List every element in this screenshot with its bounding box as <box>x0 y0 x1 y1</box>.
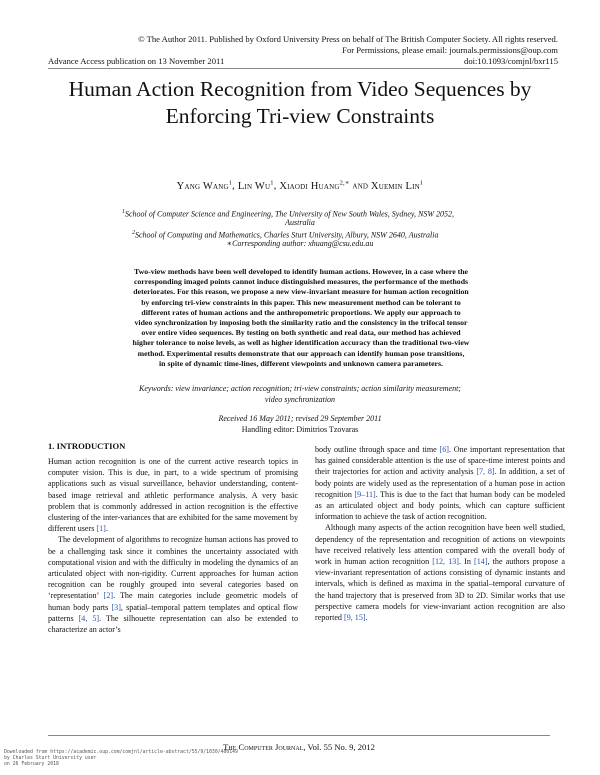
copyright-line: © The Author 2011. Published by Oxford University Press on behalf of The British Computer Society. All rights reserved. <box>138 34 558 44</box>
abstract-line: deteriorates. For this reason, we propose a new view-invariant measure for human action recognition <box>133 287 469 297</box>
abstract-line: corresponding imaged points cannot induce distinguished measures, the performance of the methods <box>133 277 469 287</box>
download-url[interactable]: Downloaded from https://academic.oup.com/comjnl/article-abstract/55/9/1030/400149 <box>4 750 238 755</box>
paragraph: Although many aspects of the action recognition have been well studied, dependency of the representation and recognition of actions on viewpoints have received relatively less attention compared with the overall body of work in human action recognition [12, 13]. In [14], the authors propose a view-invariant representation of actions consisting of dynamic instants and intervals, which is defined as maxima in the spatial–temporal curvature of the hand trajectory that is preserved from 3D to 2D. Similar works that use perspective camera models for view-invariant action recognition are also reported [9, 15]. <box>315 523 565 623</box>
abstract-line: higher tolerance to noise levels, as well as higher identification accuracy than the traditional two-view <box>132 338 470 348</box>
permissions-line: For Permissions, please email: journals.permissions@oup.com <box>342 45 558 55</box>
abstract-line: method. Experimental results demonstrate that our approach can identify human pose transitions, <box>137 348 465 358</box>
journal-issue: , Vol. 55 No. 9, 2012 <box>303 742 375 752</box>
author[interactable]: Lin Wu$^1$ <box>237 179 274 192</box>
keywords-line: video synchronization <box>264 394 336 404</box>
paragraph: body outline through space and time [6]. One important representation that has gained considerable attention is the use of space-time interest points and their trajectories for action and activity analysis [7, 8]. In addition, a set of body points are widely used as the representation of a human pose in action recognition [9–11]. This is due to the fact that human body can be modeled as an articulated object and body points, which can capture sufficient information to achieve the task of action recognition. <box>315 445 565 522</box>
author[interactable]: Xiaodi Huang$^{2,∗}$ <box>279 179 350 192</box>
citation-link[interactable]: [4, 5] <box>78 613 100 623</box>
abstract-line: Two-view methods have been well developed to identify human actions. However, in a case where the <box>133 267 469 276</box>
citation-link[interactable]: [6] <box>439 445 449 454</box>
download-user: by Charles Sturt University user <box>4 756 97 761</box>
abstract-line: by enforcing tri-view constraints in this paper. This new measurement method can be tolerant to <box>141 297 461 307</box>
abstract-line: different rates of human actions and the anthropometric proportions. We apply our approach to <box>141 307 461 317</box>
abstract <box>110 267 492 369</box>
download-note <box>4 750 238 768</box>
received-info <box>112 414 488 435</box>
keywords <box>112 384 488 405</box>
corresponding-author[interactable]: ∗Corresponding author: xhuang@csu.edu.au <box>226 239 374 248</box>
journal-name: The Computer Journal <box>223 742 304 752</box>
abstract-line: over entire video sequences. By testing on both synthetic and real data, our method has achieved <box>141 328 461 338</box>
affiliation-1-cont: Australia <box>285 218 315 227</box>
citation-link[interactable]: [2] <box>103 591 114 601</box>
keywords-line: Keywords: view invariance; action recognition; tri-view constraints; action similarity measurement; <box>139 384 461 393</box>
download-date: on 26 February 2018 <box>4 762 59 767</box>
right-column <box>315 444 565 623</box>
abstract-line: video synchronization by imposing both the similarity ratio and the consistency in the trifocal tensor <box>134 318 468 328</box>
paragraph: The development of algorithms to recognize human actions has proved to be a challenging task since it combines the uncertainty associated with computational vision and with the difficulty in modeling the dynamics of an articulated object with non-rigidity. Current approaches for human action recognition can be roughly grouped into several categories based on ‘representation’ [2]. The main categories include geometric models of human body parts [3], spatial–temporal pattern templates and optical flow patterns [4, 5]. The silhouette representation can also be extended to characterize an actor’s <box>48 535 298 635</box>
citation-link[interactable]: [7, 8] <box>476 467 495 477</box>
affiliation-2: $^2$School of Computing and Mathematics, Charles Sturt University, Albury, NSW 2640, Australia <box>132 230 439 240</box>
citation-link[interactable]: [9–11] <box>354 489 376 499</box>
article-title: Human Action Recognition from Video Sequences by Enforcing Tri-view Constraints <box>68 77 532 128</box>
author[interactable]: Xuemin Lin$^1$ <box>370 179 424 192</box>
citation-link[interactable]: [9, 15] <box>344 613 366 623</box>
abstract-line: in spite of dynamic time-lines, different viewpoints and unknown camera parameters. <box>159 358 443 368</box>
author[interactable]: Yang Wang$^1$ <box>176 179 233 192</box>
header-rule <box>48 68 550 69</box>
doi-link[interactable]: doi:10.1093/comjnl/bxr115 <box>464 56 558 66</box>
advance-access-line: Advance Access publication on 13 November 2011 <box>48 56 225 66</box>
received-dates: Received 16 May 2011; revised 29 September 2011 <box>218 414 382 423</box>
author-list: Yang Wang$^1$, Lin Wu$^1$, Xiaodi Huang$^{2,∗}$ and Xuemin Lin$^1$ <box>176 179 424 192</box>
section-heading: 1. INTRODUCTION <box>48 441 126 451</box>
citation-link[interactable]: [12, 13] <box>432 557 459 567</box>
citation-link[interactable]: [14] <box>474 557 488 567</box>
left-column <box>48 456 298 635</box>
footer-rule <box>48 735 550 736</box>
paragraph: Human action recognition is one of the current active research topics in computer vision. This is due, in part, to a wide spectrum of promising applications such as visual surveillance, behavior understanding, content-based image retrieval and athletic performance analysis. A very basic problem that is commonly addressed in action recognition is the effective clustering of the inter-variances that are exhibited for the same movement by different users [1]. <box>48 457 298 534</box>
handling-editor: Handling editor: Dimitrios Tzovaras <box>241 424 359 434</box>
affiliation-1: $^1$School of Computer Science and Engineering, The University of New South Wales, Sydney, NSW 2052, <box>122 209 454 219</box>
citation-link[interactable]: [1] <box>96 524 106 534</box>
citation-link[interactable]: [3] <box>111 602 121 612</box>
